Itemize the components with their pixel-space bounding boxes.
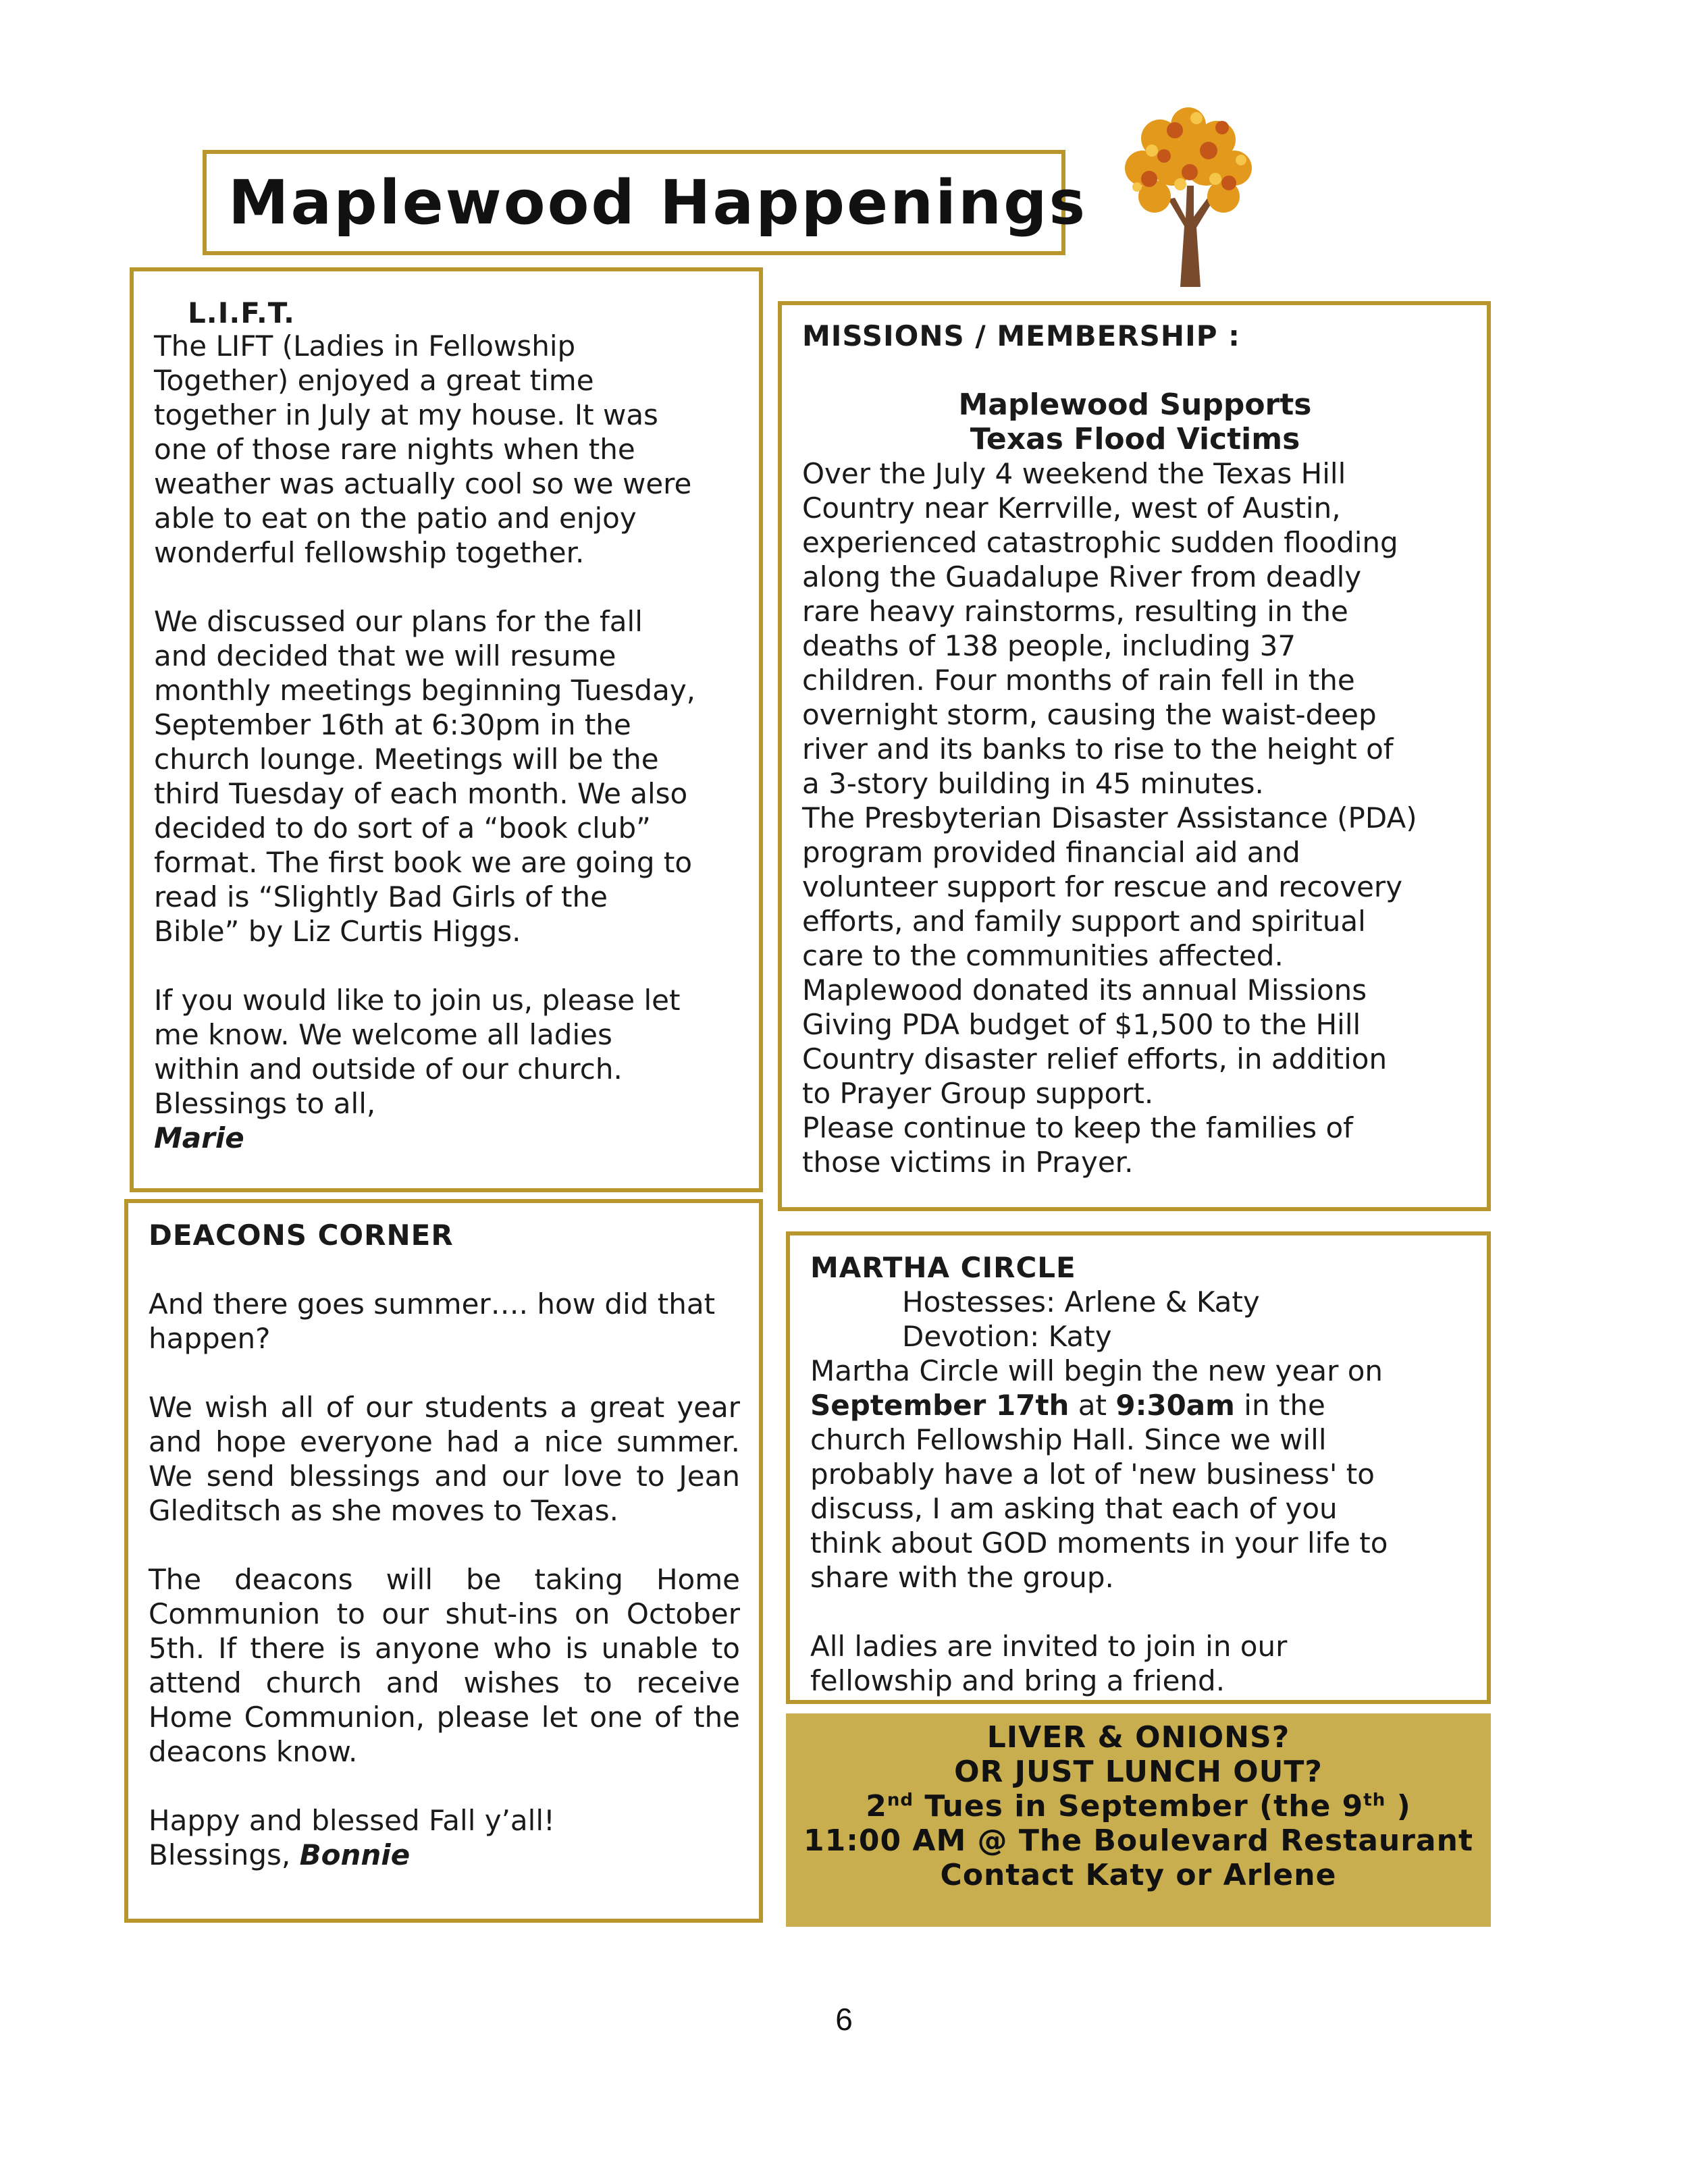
martha-line-1: Martha Circle will begin the new year on: [810, 1354, 1383, 1387]
missions-subheading-1: Maplewood Supports: [958, 388, 1312, 422]
martha-hostesses: Hostesses: Arlene & Katy: [902, 1285, 1260, 1319]
deacons-paragraph-3: The deacons will be taking Home Communion to our shut-ins on October 5th. If there is anyone who is unable to attend church and wishes to receive Home Communion, please let one of the deacons know.: [149, 1563, 740, 1768]
lift-paragraph-1: The LIFT (Ladies in Fellowship Together) enjoyed a great time together in July at my house. It was one of those rare nights when the weather was actually cool so we were able to eat on the patio and enjoy wonderful fellowship together.: [154, 329, 692, 569]
missions-heading: MISSIONS / MEMBERSHIP :: [802, 319, 1240, 352]
lift-paragraph-3: If you would like to join us, please let me know. We welcome all ladies within and outside of our church. Blessings to all,: [154, 984, 681, 1120]
missions-section: [778, 301, 1491, 1211]
martha-line-2-rest: in the: [1234, 1389, 1325, 1422]
deacons-paragraph-2: We wish all of our students a great year and hope everyone had a nice summer. We send blessings and our love to Jean Gleditsch as she moves to Texas.: [149, 1391, 740, 1527]
lift-signature: Marie: [154, 1121, 244, 1154]
lift-section: [130, 267, 763, 1192]
deacons-blessings: Blessings,: [149, 1838, 300, 1871]
lift-heading: L.I.F.T.: [188, 296, 295, 329]
missions-subheading-2: Texas Flood Victims: [970, 422, 1300, 456]
deacons-heading: DEACONS CORNER: [149, 1219, 454, 1252]
deacons-closing: Happy and blessed Fall y’all!: [149, 1804, 555, 1837]
martha-body: church Fellowship Hall. Since we will probably have a lot of 'new business' to discuss, I am asking that each of you think about GOD moments in your life to share with the group.: [810, 1423, 1388, 1594]
page-number: 6: [835, 2002, 853, 2037]
lunch-line-1: LIVER & ONIONS?: [986, 1720, 1290, 1755]
martha-circle-section: [786, 1231, 1491, 1704]
martha-invite: All ladies are invited to join in our fellowship and bring a friend.: [810, 1630, 1288, 1697]
deacons-paragraph-1: And there goes summer…. how did that happen?: [149, 1287, 716, 1355]
lunch-line-2: OR JUST LUNCH OUT?: [954, 1755, 1323, 1789]
lunch-line-3: 2nd Tues in September (the 9th ): [866, 1789, 1411, 1823]
title-box: [203, 150, 1088, 255]
deacons-signature: Bonnie: [299, 1838, 411, 1871]
martha-at: at: [1069, 1389, 1116, 1422]
lift-paragraph-2: We discussed our plans for the fall and decided that we will resume monthly meetings beginning Tuesday, September 16th at 6:30pm in the church lounge. Meetings will be the third Tuesday of each month. We also decided to do sort of a “book club” format. The first book we are going to read is “Slightly Bad Girls of the Bible” by Liz Curtis Higgs.: [154, 605, 696, 948]
lunch-line-4: 11:00 AM @ The Boulevard Restaurant: [803, 1823, 1473, 1858]
lunch-line-5: Contact Katy or Arlene: [940, 1858, 1337, 1892]
missions-body: Over the July 4 weekend the Texas Hill Country near Kerrville, west of Austin, experienced catastrophic sudden flooding along the Guadalupe River from deadly rare heavy rainstorms, resulting in the deaths of 138 people, including 37 children. Four months of rain fell in the overnight storm, causing the waist-deep river and its banks to rise to the height of a 3-story building in 45 minutes. The Presbyterian Disaster Assistance (PDA) program provided financial aid and volunteer support for rescue and recovery efforts, and family support and spiritual care to the communities affected. Maplewood donated its annual Missions Giving PDA budget of $1,500 to the Hill Country disaster relief efforts, in addition to Prayer Group support. Please continue to keep the families of those victims in Prayer.: [802, 457, 1417, 1179]
autumn-tree-icon: [1107, 98, 1269, 287]
martha-date: September 17th: [810, 1389, 1070, 1422]
page-title: Maplewood Happenings: [228, 167, 1088, 238]
lunch-announcement: [786, 1713, 1491, 1927]
martha-devotion: Devotion: Katy: [902, 1320, 1112, 1353]
deacons-section: [124, 1199, 763, 1923]
martha-time: 9:30am: [1115, 1389, 1235, 1422]
martha-heading: MARTHA CIRCLE: [810, 1251, 1076, 1284]
